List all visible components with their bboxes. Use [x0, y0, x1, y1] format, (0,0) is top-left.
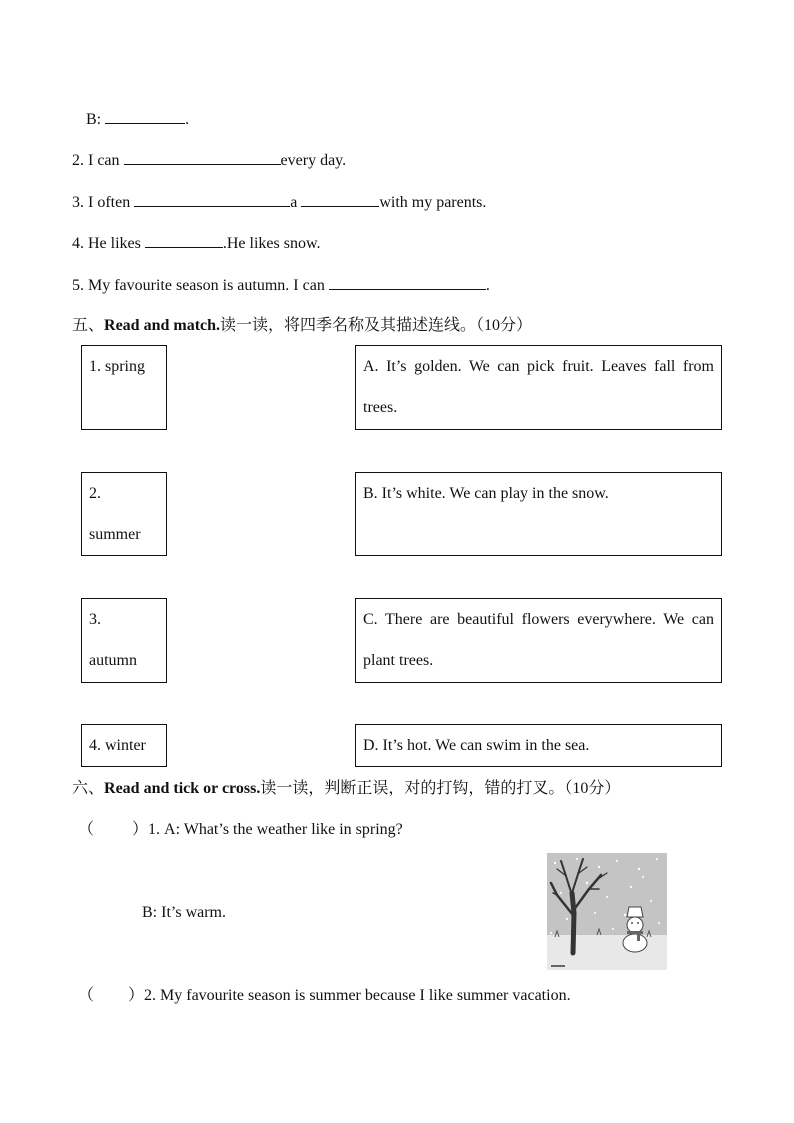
description-box-d[interactable]: D. It’s hot. We can swim in the sea. — [355, 724, 722, 767]
fill-item-3: 3. I often a with my parents. — [72, 191, 486, 213]
season-box-autumn[interactable]: 3. autumn — [81, 598, 167, 683]
fill-item-5: 5. My favourite season is autumn. I can . — [72, 274, 490, 296]
question-2: （ ）2. My favourite season is summer because I like summer vacation. — [78, 987, 571, 1004]
description-box-c[interactable]: C. There are beautiful flowers everywhere. We can plant trees. — [355, 598, 722, 683]
question-1-answer: B: It’s warm. — [142, 904, 226, 921]
answer-blank[interactable] — [124, 149, 281, 165]
season-box-summer[interactable]: 2. summer — [81, 472, 167, 556]
season-box-spring[interactable]: 1. spring — [81, 345, 167, 430]
season-box-winter[interactable]: 4. winter — [81, 724, 167, 767]
section-6-title: 六、Read and tick or cross.读一读，判断正误，对的打钩，错的打叉。（10分） — [72, 780, 621, 797]
section-5-title: 五、Read and match.读一读，将四季名称及其描述连线。（10分） — [72, 317, 533, 334]
question-1: （ ）1. A: What’s the weather like in spring? — [78, 821, 403, 838]
fill-item-2: 2. I can every day. — [72, 149, 346, 171]
answer-blank[interactable] — [301, 191, 379, 207]
snowman-tree-illustration — [547, 853, 667, 970]
answer-blank[interactable] — [134, 191, 290, 207]
answer-blank[interactable] — [329, 274, 486, 290]
answer-blank[interactable] — [145, 232, 223, 248]
fill-item-4: 4. He likes .He likes snow. — [72, 232, 321, 254]
answer-blank[interactable] — [105, 108, 185, 124]
fill-item-b: B: . — [86, 108, 189, 130]
description-box-b[interactable]: B. It’s white. We can play in the snow. — [355, 472, 722, 556]
description-box-a[interactable]: A. It’s golden. We can pick fruit. Leaves fall from trees. — [355, 345, 722, 430]
